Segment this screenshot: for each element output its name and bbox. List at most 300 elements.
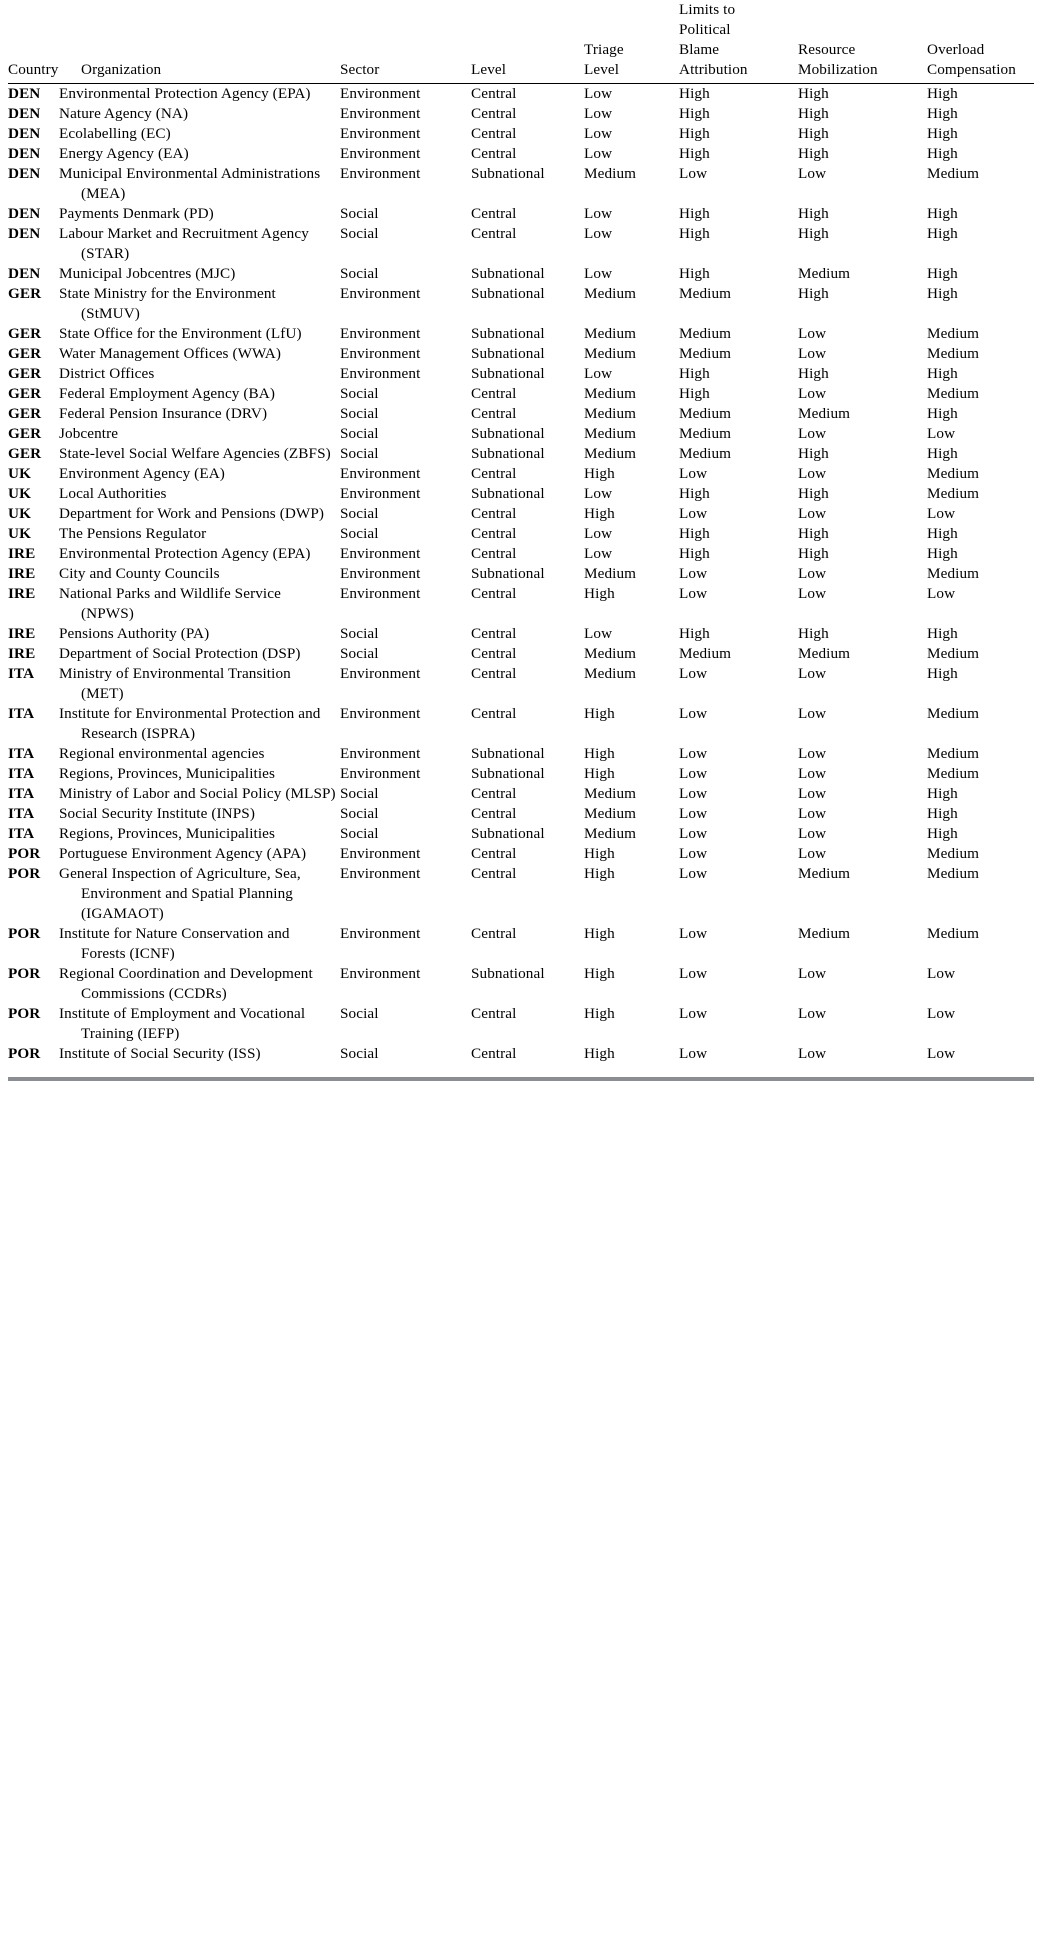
cell-limits: Low [679,825,708,842]
cell-resource: High [798,525,829,542]
column-header-organization [81,0,340,84]
cell-limits: Medium [679,325,732,342]
cell-sector: Environment [340,965,421,982]
table-body [8,84,1034,1065]
cell-level: Central [471,1045,517,1062]
cell-resource: Low [798,345,827,362]
cell-sector: Social [340,265,379,282]
cell-limits: High [679,545,710,562]
cell-sector: Social [340,825,379,842]
cell-resource: Low [798,785,827,802]
cell-limits: Low [679,165,708,182]
cell-country: GER [8,385,42,402]
column-header-limits-to-political-blame-attribution [679,0,798,84]
table-row [8,424,1034,444]
cell-country: IRE [8,565,36,582]
cell-org: Department for Work and Pensions (DWP) [59,505,325,522]
cell-limits: Medium [679,405,732,422]
column-header-line: Organization [81,61,162,78]
cell-country: POR [8,845,41,862]
cell-triage: High [584,465,615,482]
cell-limits: Low [679,865,708,882]
cell-resource: Medium [798,265,851,282]
column-header-country [8,0,81,84]
column-header-line: Attribution [679,61,748,78]
cell-sector: Environment [340,705,421,722]
cell-triage: High [584,845,615,862]
cell-org: Environmental Protection Agency (EPA) [59,545,311,562]
cell-overload: High [927,545,958,562]
cell-sector: Environment [340,665,421,682]
cell-overload: Low [927,1045,956,1062]
cell-resource: Low [798,965,827,982]
cell-org: Federal Pension Insurance (DRV) [59,405,268,422]
cell-country: IRE [8,645,36,662]
cell-overload: High [927,225,958,242]
table-row [8,624,1034,644]
cell-limits: Low [679,785,708,802]
cell-country: IRE [8,585,36,602]
cell-sector: Environment [340,845,421,862]
table-row [8,824,1034,844]
table-row [8,804,1034,824]
cell-sector: Social [340,645,379,662]
cell-level: Central [471,525,517,542]
cell-country: ITA [8,785,35,802]
column-header-line: Compensation [927,61,1016,78]
cell-resource: Low [798,565,827,582]
cell-limits: High [679,105,710,122]
cell-resource: Low [798,325,827,342]
table-row [8,744,1034,764]
cell-sector: Environment [340,565,421,582]
table-row [8,524,1034,544]
cell-country: DEN [8,105,41,122]
cell-level: Central [471,665,517,682]
table-header-row [8,0,1034,84]
cell-limits: Low [679,705,708,722]
cell-overload: Medium [927,325,980,342]
cell-triage: High [584,505,615,522]
cell-country: ITA [8,825,35,842]
cell-org: Regions, Provinces, Municipalities [59,825,276,842]
cell-triage: Medium [584,565,637,582]
cell-level: Subnational [471,345,545,362]
cell-resource: High [798,225,829,242]
cell-country: POR [8,965,41,982]
cell-triage: High [584,925,615,942]
cell-resource: Medium [798,865,851,882]
column-header-level [471,0,584,84]
cell-triage: Low [584,145,613,162]
table-row [8,224,1034,264]
cell-overload: High [927,365,958,382]
cell-overload: Medium [927,345,980,362]
cell-level: Central [471,845,517,862]
cell-sector: Environment [340,745,421,762]
cell-triage: Medium [584,405,637,422]
cell-overload: Medium [927,645,980,662]
cell-sector: Social [340,805,379,822]
cell-overload: High [927,285,958,302]
cell-overload: High [927,445,958,462]
cell-level: Subnational [471,265,545,282]
table-row [8,664,1034,704]
table-row [8,844,1034,864]
cell-resource: High [798,105,829,122]
cell-level: Central [471,645,517,662]
cell-triage: Low [584,85,613,102]
table-row [8,284,1034,324]
cell-overload: Medium [927,865,980,882]
cell-sector: Social [340,505,379,522]
cell-country: GER [8,425,42,442]
cell-limits: Medium [679,645,732,662]
column-header-line: Political [679,21,731,38]
cell-org: State Ministry for the Environment (StMUV) [59,285,276,322]
table-row [8,764,1034,784]
cell-level: Central [471,385,517,402]
cell-triage: Medium [584,665,637,682]
cell-limits: High [679,225,710,242]
column-header-resource-mobilization [798,0,927,84]
cell-org: The Pensions Regulator [59,525,207,542]
cell-triage: High [584,1045,615,1062]
cell-country: GER [8,345,42,362]
cell-resource: Low [798,745,827,762]
cell-org: Ministry of Labor and Social Policy (MLSP) [59,785,336,802]
table-row [8,1044,1034,1064]
cell-level: Subnational [471,165,545,182]
cell-org: Municipal Environmental Administrations (MEA) [59,165,321,202]
cell-org: National Parks and Wildlife Service (NPWS) [59,585,281,622]
cell-sector: Environment [340,925,421,942]
cell-org: Nature Agency (NA) [59,105,189,122]
cell-triage: Medium [584,345,637,362]
cell-country: UK [8,485,31,502]
cell-overload: Low [927,585,956,602]
cell-resource: Low [798,665,827,682]
cell-level: Subnational [471,745,545,762]
table-row [8,264,1034,284]
cell-triage: Low [584,265,613,282]
cell-sector: Environment [340,285,421,302]
cell-overload: Low [927,505,956,522]
cell-country: ITA [8,745,35,762]
cell-sector: Environment [340,85,421,102]
table-row [8,864,1034,924]
cell-resource: High [798,205,829,222]
cell-triage: Medium [584,785,637,802]
cell-overload: Medium [927,765,980,782]
cell-overload: High [927,145,958,162]
cell-sector: Environment [340,325,421,342]
column-header-line: Country [8,61,59,78]
cell-limits: Low [679,1005,708,1022]
cell-overload: Medium [927,385,980,402]
cell-org: Regions, Provinces, Municipalities [59,765,276,782]
cell-resource: High [798,145,829,162]
cell-triage: Medium [584,645,637,662]
cell-limits: High [679,525,710,542]
cell-sector: Environment [340,365,421,382]
cell-sector: Social [340,385,379,402]
cell-org: Pensions Authority (PA) [59,625,210,642]
cell-sector: Environment [340,545,421,562]
cell-org: District Offices [59,365,155,382]
cell-level: Central [471,585,517,602]
cell-overload: Low [927,965,956,982]
cell-triage: Low [584,625,613,642]
cell-resource: High [798,485,829,502]
cell-resource: Low [798,805,827,822]
cell-country: ITA [8,805,35,822]
cell-org: Institute for Environmental Protection and Research (ISPRA) [59,705,321,742]
cell-sector: Social [340,625,379,642]
cell-overload: Medium [927,845,980,862]
cell-org: Environment Agency (EA) [59,465,225,482]
table-row [8,124,1034,144]
cell-triage: High [584,765,615,782]
cell-level: Central [471,145,517,162]
cell-overload: Medium [927,485,980,502]
cell-limits: High [679,385,710,402]
table-row [8,204,1034,224]
cell-limits: High [679,625,710,642]
cell-resource: High [798,445,829,462]
cell-resource: Low [798,705,827,722]
cell-country: IRE [8,625,36,642]
cell-overload: Medium [927,565,980,582]
column-header-triage-level [584,0,679,84]
cell-level: Subnational [471,765,545,782]
cell-org: Energy Agency (EA) [59,145,189,162]
cell-overload: Medium [927,465,980,482]
table-row [8,344,1034,364]
cell-org: Labour Market and Recruitment Agency (STAR) [59,225,309,262]
cell-overload: High [927,625,958,642]
cell-org: State-level Social Welfare Agencies (ZBFS) [59,445,331,462]
cell-limits: High [679,205,710,222]
cell-triage: Low [584,525,613,542]
cell-country: UK [8,525,31,542]
cell-country: GER [8,445,42,462]
table-bottom-rule [8,1077,1034,1081]
cell-org: Environmental Protection Agency (EPA) [59,85,311,102]
cell-resource: Medium [798,405,851,422]
cell-resource: Low [798,765,827,782]
cell-level: Subnational [471,285,545,302]
cell-level: Subnational [471,965,545,982]
cell-overload: High [927,785,958,802]
cell-resource: High [798,545,829,562]
cell-limits: Low [679,465,708,482]
table-row [8,544,1034,564]
cell-level: Central [471,785,517,802]
cell-org: General Inspection of Agriculture, Sea, Environment and Spatial Planning (IGAMAOT) [59,865,301,922]
cell-resource: Low [798,1005,827,1022]
cell-limits: High [679,125,710,142]
cell-overload: High [927,825,958,842]
cell-country: ITA [8,705,35,722]
cell-country: IRE [8,545,36,562]
cell-triage: Low [584,365,613,382]
cell-overload: High [927,105,958,122]
cell-resource: Low [798,825,827,842]
cell-country: UK [8,505,31,522]
cell-country: DEN [8,145,41,162]
cell-country: GER [8,405,42,422]
cell-overload: High [927,805,958,822]
cell-org: Portuguese Environment Agency (APA) [59,845,307,862]
column-header-line: Overload [927,41,985,58]
cell-triage: High [584,585,615,602]
cell-resource: High [798,285,829,302]
cell-overload: Medium [927,925,980,942]
table-row [8,644,1034,664]
table-row [8,384,1034,404]
cell-org: Social Security Institute (INPS) [59,805,255,822]
table-row [8,924,1034,964]
cell-resource: High [798,365,829,382]
cell-country: ITA [8,665,35,682]
cell-level: Central [471,505,517,522]
cell-resource: Low [798,845,827,862]
cell-limits: High [679,145,710,162]
table-header [8,0,1034,84]
table-row [8,704,1034,744]
cell-level: Central [471,225,517,242]
cell-org: Municipal Jobcentres (MJC) [59,265,236,282]
cell-overload: High [927,405,958,422]
cell-level: Central [471,805,517,822]
cell-sector: Social [340,405,379,422]
cell-level: Subnational [471,425,545,442]
cell-limits: Low [679,925,708,942]
cell-country: GER [8,365,42,382]
cell-limits: Medium [679,445,732,462]
cell-resource: Low [798,165,827,182]
cell-level: Central [471,545,517,562]
table-row [8,784,1034,804]
cell-level: Central [471,205,517,222]
cell-sector: Environment [340,465,421,482]
cell-org: Payments Denmark (PD) [59,205,214,222]
cell-level: Subnational [471,485,545,502]
cell-resource: High [798,125,829,142]
cell-org: Department of Social Protection (DSP) [59,645,301,662]
cell-sector: Social [340,1005,379,1022]
cell-level: Central [471,85,517,102]
cell-triage: Medium [584,285,637,302]
cell-sector: Social [340,785,379,802]
cell-org: Institute for Nature Conservation and Forests (ICNF) [59,925,290,962]
cell-sector: Environment [340,125,421,142]
cell-overload: High [927,85,958,102]
table-row [8,444,1034,464]
cell-level: Central [471,1005,517,1022]
column-header-line: Mobilization [798,61,878,78]
table-row [8,144,1034,164]
cell-resource: Low [798,425,827,442]
cell-sector: Social [340,225,379,242]
cell-resource: Low [798,505,827,522]
cell-sector: Environment [340,865,421,882]
cell-triage: Medium [584,445,637,462]
table-row [8,324,1034,344]
cell-overload: High [927,125,958,142]
cell-org: Regional environmental agencies [59,745,265,762]
cell-triage: Medium [584,325,637,342]
column-header-line: Level [471,61,507,78]
cell-limits: Low [679,805,708,822]
cell-country: DEN [8,225,41,242]
cell-sector: Social [340,425,379,442]
cell-country: DEN [8,125,41,142]
table-row [8,1004,1034,1044]
cell-level: Central [471,865,517,882]
table-row [8,84,1034,105]
cell-country: DEN [8,205,41,222]
cell-resource: High [798,85,829,102]
cell-resource: Medium [798,645,851,662]
cell-triage: High [584,1005,615,1022]
cell-triage: High [584,745,615,762]
cell-limits: Low [679,505,708,522]
cell-org: Local Authorities [59,485,167,502]
cell-org: Jobcentre [59,425,119,442]
table-row [8,584,1034,624]
cell-limits: High [679,365,710,382]
cell-sector: Social [340,525,379,542]
cell-triage: Low [584,105,613,122]
cell-org: Regional Coordination and Development Commissions (CCDRs) [59,965,313,1002]
cell-country: UK [8,465,31,482]
cell-limits: Low [679,845,708,862]
cell-resource: High [798,625,829,642]
cell-level: Subnational [471,325,545,342]
cell-triage: Medium [584,165,637,182]
cell-triage: Low [584,485,613,502]
cell-triage: Low [584,125,613,142]
cell-resource: Low [798,1045,827,1062]
column-header-line: Resource [798,41,856,58]
table-row [8,484,1034,504]
cell-country: DEN [8,165,41,182]
cell-level: Central [471,105,517,122]
cell-org: Institute of Social Security (ISS) [59,1045,261,1062]
cell-triage: Low [584,205,613,222]
cell-level: Central [471,125,517,142]
table-row [8,104,1034,124]
cell-country: DEN [8,265,41,282]
cell-overload: Low [927,425,956,442]
cell-sector: Environment [340,345,421,362]
cell-level: Central [471,405,517,422]
cell-org: Institute of Employment and Vocational Training (IEFP) [59,1005,306,1042]
cell-overload: Medium [927,165,980,182]
cell-org: Federal Employment Agency (BA) [59,385,275,402]
cell-sector: Environment [340,485,421,502]
cell-limits: Low [679,565,708,582]
cell-overload: Low [927,1005,956,1022]
column-header-line: Triage [584,41,624,58]
cell-country: GER [8,325,42,342]
table-row [8,364,1034,384]
cell-overload: High [927,265,958,282]
column-header-overload-compensation [927,0,1034,84]
cell-resource: Medium [798,925,851,942]
